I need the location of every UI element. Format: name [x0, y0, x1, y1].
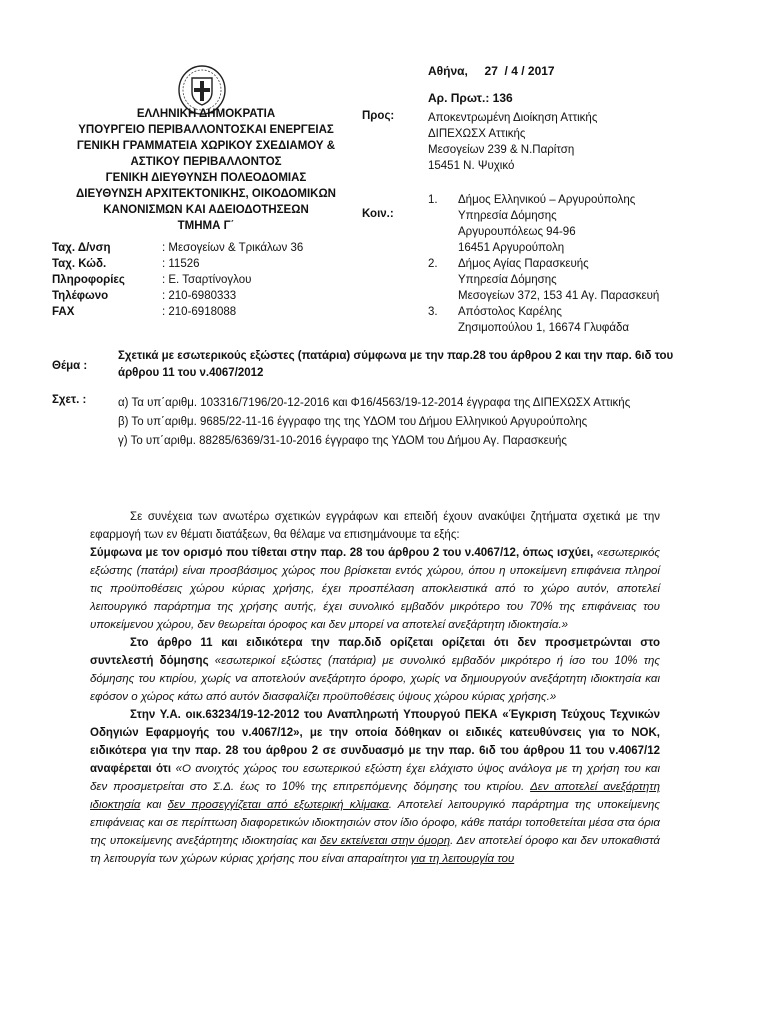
org-line: ΓΕΝΙΚΗ ΔΙΕΥΘΥΝΣΗ ΠΟΛΕΟΔΟΜΙΑΣ	[105, 172, 307, 184]
related-doc-item: β) Το υπ΄αριθμ. 9685/22-11-16 έγγραφο της της ΥΔΟΜ του Δήμου Ελληνικού Αργυρούπολης	[118, 416, 588, 428]
cc-item-line: Αργυρουπόλεως 94-96	[458, 226, 576, 238]
related-docs-label: Σχετ. :	[52, 394, 87, 406]
cc-item	[428, 304, 659, 336]
underlined-phrase: για τη λειτουργία του	[410, 853, 515, 865]
cc-item	[428, 192, 659, 256]
guidance-text: . Δεν αποτελεί όροφο και δεν υποκαθιστά τη λειτουργία των χώρων κύριας χρήσης που είναι απαραίτητοι	[90, 835, 660, 865]
cc-item-number: 3.	[428, 306, 438, 318]
contact-key: Ταχ. Κώδ.	[52, 258, 107, 270]
contact-key: Τηλέφωνο	[52, 290, 109, 302]
org-line: ΓΕΝΙΚΗ ΓΡΑΜΜΑΤΕΙΑ ΧΩΡΙΚΟΥ ΣΧΕΔΙΑΜΟΥ &	[76, 140, 336, 152]
contact-value: : 210-6980333	[162, 290, 237, 302]
recipient-address	[428, 110, 597, 174]
org-line: ΔΙΕΥΘΥΝΣΗ ΑΡΧΙΤΕΚΤΟΝΙΚΗΣ, ΟΙΚΟΔΟΜΙΚΩΝ	[75, 188, 336, 200]
contact-row	[52, 272, 303, 288]
cc-item-number: 2.	[428, 258, 438, 270]
cc-item-line: Μεσογείων 372, 153 41 Αγ. Παρασκευή	[458, 290, 660, 302]
letter-body	[90, 508, 660, 868]
protocol-number: Αρ. Πρωτ.: 136	[428, 91, 513, 105]
contact-row	[52, 240, 303, 256]
contact-row	[52, 256, 303, 272]
org-line: ΤΜΗΜΑ Γ΄	[177, 220, 235, 232]
contact-row	[52, 304, 303, 320]
recipient-label: Προς:	[362, 110, 395, 122]
recipient-line: Αποκεντρωμένη Διοίκηση Αττικής	[428, 112, 598, 124]
contact-value: : Ε. Τσαρτίνογλου	[162, 274, 252, 286]
underlined-phrase: δεν προσεγγίζεται από εξωτερική κλίμακα	[167, 799, 389, 811]
subject-label: Θέμα :	[52, 360, 88, 372]
recipient-line: Μεσογείων 239 & Ν.Παρίτση	[428, 144, 575, 156]
recipient-line: ΔΙΠΕΧΩΣΧ Αττικής	[428, 128, 526, 140]
related-doc-item: α) Τα υπ΄αριθμ. 103316/7196/20-12-2016 και Φ16/4563/19-12-2014 έγγραφα της ΔΙΠΕΧΩΣΧ Αττικής	[118, 397, 631, 409]
underlined-phrase: Δεν αποτελεί ανεξάρτητη ιδιοκτησία	[90, 781, 660, 811]
definition-quote: «εσωτερικός εξώστης (πατάρι) είναι προσβάσιμος χώρος που βρίσκεται εντός χώρου, όπου η υποκείμενη επιφάνεια πληροί τις προϋποθέσεις χώρου κύριας χρήσης, έχει προσπέλαση αποκλειστικά από το χώρο αυτόν, αποτελεί λειτουργικό παράρτημα της χρήσης αυτής, έχει συνολικό εμβαδόν μικρότερο του 70% της επιφάνειας του υποκείμενου χώρου, δεν θεωρείται όροφος και δεν μπορεί να αποτελεί ανεξάρτητη ιδιοκτησία.»	[90, 547, 660, 631]
cc-item-line: Δήμος Ελληνικού – Αργυρούπολης	[458, 194, 636, 206]
cc-item-line: Ζησιμοπούλου 1, 16674 Γλυφάδα	[458, 322, 630, 334]
cc-item-line: Δήμος Αγίας Παρασκευής	[458, 258, 589, 270]
contact-value: : 11526	[162, 258, 200, 270]
cc-label: Κοιν.:	[362, 208, 394, 220]
guidance-quote: «Ο ανοιχτός χώρος του εσωτερικού εξώστη έχει ελάχιστο ύψος ανάλογα με τη χρήση του και δεν προσμετρείται στο Σ.Δ. έως το 10% της επιτρεπόμενης δόμησης του κτιρίου.	[90, 763, 661, 793]
org-line: ΑΣΤΙΚΟΥ ΠΕΡΙΒΑΛΛΟΝΤΟΣ	[130, 156, 282, 168]
body-paragraph	[90, 706, 660, 868]
related-docs-list	[118, 394, 678, 451]
paragraph-lead: Στην Υ.Α. οικ.63234/19-12-2012 του Αναπληρωτή Υπουργού ΠΕΚΑ «Έγκριση Τεύχους Τεχνικών Οδηγιών Εφαρμογής του ν.4067/12», με την οποία δόθηκαν οι ειδικές κατευθύνσεις για το ΝΟΚ, ειδικότερα για την παρ. 28 του άρθρου 2 σε συνδυασμό με την παρ. 6ιδ του άρθρου 11 του ν.4067/12 αναφέρεται ότι	[90, 709, 660, 775]
contact-key: FAX	[52, 306, 75, 318]
body-paragraph	[90, 544, 660, 634]
law-quote: «εσωτερικοί εξώστες (πατάρια) με συνολικό εμβαδόν μικρότερο ή ίσο του 10% της δόμησης του κτιρίου, χωρίς να αποτελούν ανεξάρτητο όροφο, χωρίς να δημιουργούν ανεξάρτητη ιδιοκτησία και εφόσον ο χώρος κάτω από αυτόν διασφαλίζει προϋποθέσεις ύψους χώρου κύριας χρήσης.»	[90, 655, 660, 703]
contact-value: : 210-6918088	[162, 306, 237, 318]
org-line: ΥΠΟΥΡΓΕΙΟ ΠΕΡΙΒΑΛΛΟΝΤΟΣΚΑΙ ΕΝΕΡΓΕΙΑΣ	[78, 124, 334, 136]
cc-item	[428, 256, 659, 304]
underlined-phrase: δεν εκτείνεται στην όμορη	[319, 835, 451, 847]
paragraph-lead: Σύμφωνα με τον ορισμό που τίθεται στην παρ. 28 του άρθρου 2 του ν.4067/12, όπως ισχύει,	[90, 547, 594, 559]
guidance-text: και	[146, 799, 162, 811]
org-line: ΚΑΝΟΝΙΣΜΩΝ ΚΑΙ ΑΔΕΙΟΔΟΤΗΣΕΩΝ	[103, 204, 309, 216]
recipient-line: 15451 Ν. Ψυχικό	[428, 160, 515, 172]
cc-item-line: Απόστολος Καρέλης	[458, 306, 562, 318]
subject-text: Σχετικά με εσωτερικούς εξώστες (πατάρια) σύμφωνα με την παρ.28 του άρθρου 2 και την παρ. 6ιδ του άρθρου 11 του ν.4067/2012	[118, 350, 674, 379]
paragraph-lead: Στο άρθρο 11 και ειδικότερα την παρ.διδ ορίζεται ορίζεται ότι δεν προσμετρώνται στο συντελεστή δόμησης	[90, 637, 660, 667]
body-paragraph	[90, 634, 660, 706]
cc-item-line: 16451 Αργυρούπολη	[458, 242, 565, 254]
issuing-authority-block	[40, 106, 372, 234]
cc-item-number: 1.	[428, 194, 438, 206]
cc-item-line: Υπηρεσία Δόμησης	[458, 210, 557, 222]
contact-details	[52, 240, 303, 320]
cc-list	[428, 192, 659, 336]
document-date: Αθήνα, 27 / 4 / 2017	[428, 64, 555, 78]
contact-value: : Μεσογείων & Τρικάλων 36	[162, 242, 304, 254]
contact-row	[52, 288, 303, 304]
contact-key: Ταχ. Δ/νση	[52, 242, 111, 254]
contact-key: Πληροφορίες	[52, 274, 125, 286]
org-line: ΕΛΛΗΝΙΚΗ ΔΗΜΟΚΡΑΤΙΑ	[136, 108, 276, 120]
guidance-text: . Αποτελεί λειτουργικό παράρτημα της υποκείμενης επιφάνειας και σε περίπτωση διαφορετικών ιδιοκτησιών στον ίδιο όροφο, κάθε πατάρι τοποθετείται μέσα στα όρια της υποκείμενης ανεξάρτητης ιδιοκτησίας και	[90, 799, 660, 847]
related-doc-item: γ) Το υπ΄αριθμ. 88285/6369/31-10-2016 έγγραφο της ΥΔΟΜ του Δήμου Αγ. Παρασκευής	[118, 435, 567, 447]
cc-item-line: Υπηρεσία Δόμησης	[458, 274, 557, 286]
body-paragraph: Σε συνέχεια των ανωτέρω σχετικών εγγράφων και επειδή έχουν ανακύψει ζητήματα σχετικά με την εφαρμογή των εν θέματι διατάξεων, θα θέλαμε να επισημάνουμε τα εξής:	[90, 511, 660, 541]
